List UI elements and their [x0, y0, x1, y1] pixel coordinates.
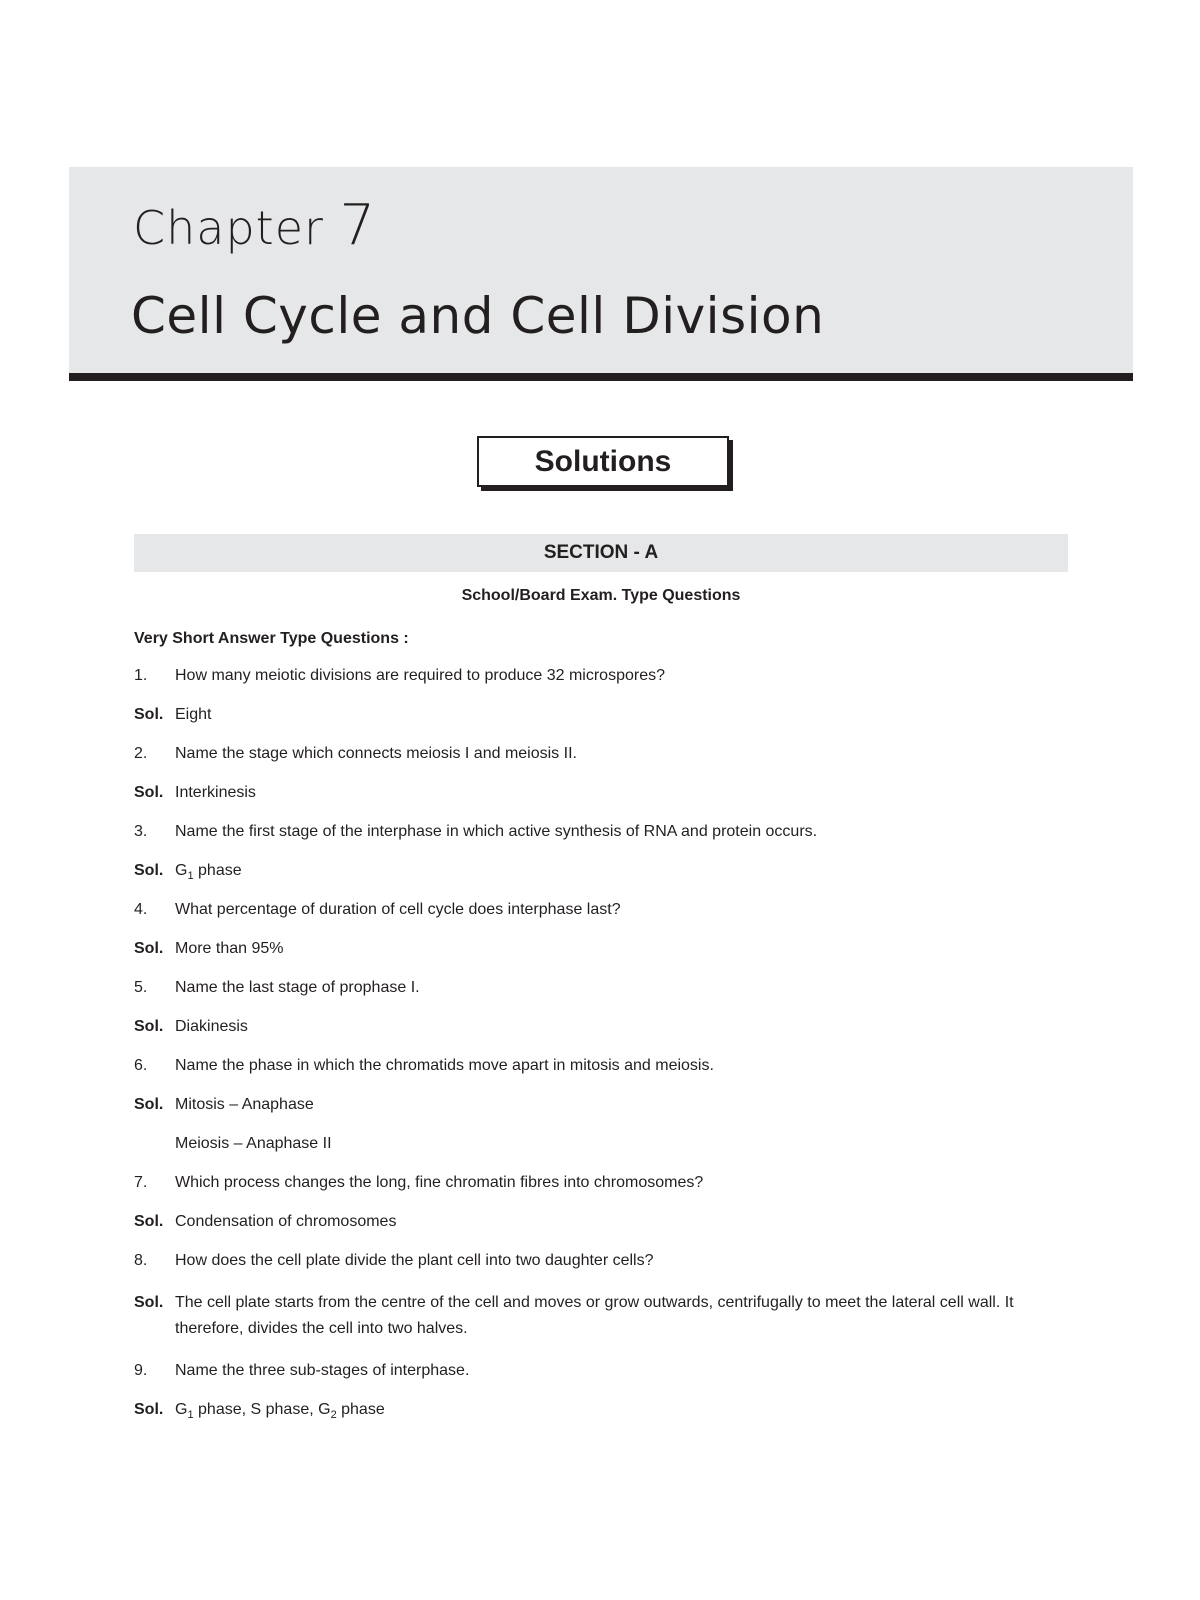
answer-item: [134, 861, 1068, 881]
answer-text: [175, 1400, 1068, 1420]
question-item: [134, 900, 1068, 920]
sol-label: Sol.: [134, 784, 164, 801]
answer-subscript: 1: [187, 870, 194, 882]
section-subtitle: School/Board Exam. Type Questions: [461, 587, 741, 604]
question-number: 1.: [134, 667, 148, 684]
solutions-heading: Solutions: [477, 436, 729, 487]
section-title: SECTION - A: [134, 534, 1068, 572]
sol-label: Sol.: [134, 1018, 164, 1035]
answer-part: phase, S phase, G: [193, 1401, 331, 1418]
answer-item: [134, 705, 1068, 725]
question-text: Name the last stage of prophase I.: [175, 979, 420, 996]
question-text: How does the cell plate divide the plant cell into two daughter cells?: [175, 1252, 654, 1269]
answer-item: [134, 1017, 1068, 1037]
chapter-label-text: Chapter: [133, 201, 324, 255]
chapter-number: 7: [339, 193, 377, 258]
answer-text: More than 95%: [175, 940, 284, 957]
answer-item: [134, 1095, 1068, 1115]
question-number: 5.: [134, 979, 148, 996]
question-item: [134, 666, 1068, 686]
answer-text: Condensation of chromosomes: [175, 1213, 397, 1230]
chapter-label: [133, 193, 376, 258]
sol-label: Sol.: [134, 1294, 164, 1311]
sol-label: Sol.: [134, 862, 164, 879]
question-item: [134, 1056, 1068, 1076]
question-text: How many meiotic divisions are required to produce 32 microspores?: [175, 667, 665, 684]
answer-item-continued: [134, 1134, 1068, 1154]
question-item: [134, 822, 1068, 842]
question-item: [134, 744, 1068, 764]
question-item: [134, 1361, 1068, 1381]
question-text: Name the three sub-stages of interphase.: [175, 1362, 470, 1379]
sol-label: Sol.: [134, 1096, 164, 1113]
question-item: [134, 1173, 1068, 1193]
answer-text: The cell plate starts from the centre of the cell and moves or grow outwards, centrifugally to meet the lateral cell wall. It therefore, divides the cell into two halves.: [175, 1294, 1014, 1337]
question-number: 6.: [134, 1057, 148, 1074]
answer-item: [134, 783, 1068, 803]
question-answer-list: [134, 666, 1068, 1420]
question-text: Which process changes the long, fine chromatin fibres into chromosomes?: [175, 1174, 704, 1191]
question-number: 3.: [134, 823, 148, 840]
answer-part: G: [175, 1401, 188, 1418]
question-text: What percentage of duration of cell cycle does interphase last?: [175, 901, 621, 918]
answer-part: phase: [336, 1401, 385, 1418]
answer-item: [134, 939, 1068, 959]
answer-part: G: [175, 862, 188, 879]
sol-label: Sol.: [134, 1401, 164, 1418]
answer-subscript: 1: [187, 1409, 194, 1421]
answer-text: Diakinesis: [175, 1018, 248, 1035]
answer-text: [175, 861, 1068, 881]
sol-label: Sol.: [134, 1213, 164, 1230]
question-text: Name the stage which connects meiosis I and meiosis II.: [175, 745, 577, 762]
question-number: 2.: [134, 745, 148, 762]
question-text: Name the first stage of the interphase in which active synthesis of RNA and protein occurs.: [175, 823, 818, 840]
question-number: 9.: [134, 1362, 148, 1379]
answer-text: Interkinesis: [175, 784, 256, 801]
answer-text: Eight: [175, 706, 212, 723]
sol-label: Sol.: [134, 940, 164, 957]
answer-text: Mitosis – Anaphase: [175, 1096, 314, 1113]
answer-item: [134, 1290, 1068, 1342]
answer-text: Meiosis – Anaphase II: [175, 1135, 332, 1152]
sol-label: Sol.: [134, 706, 164, 723]
chapter-title: Cell Cycle and Cell Division: [131, 287, 825, 345]
question-number: 4.: [134, 901, 148, 918]
answer-item: [134, 1212, 1068, 1232]
question-item: [134, 1251, 1068, 1271]
answer-item: [134, 1400, 1068, 1420]
answer-subscript: 2: [330, 1409, 337, 1421]
question-text: Name the phase in which the chromatids move apart in mitosis and meiosis.: [175, 1057, 714, 1074]
question-item: [134, 978, 1068, 998]
question-number: 8.: [134, 1252, 148, 1269]
answer-part: phase: [193, 862, 242, 879]
chapter-banner: [69, 167, 1133, 381]
question-number: 7.: [134, 1174, 148, 1191]
question-group-heading: Very Short Answer Type Questions :: [134, 630, 409, 647]
